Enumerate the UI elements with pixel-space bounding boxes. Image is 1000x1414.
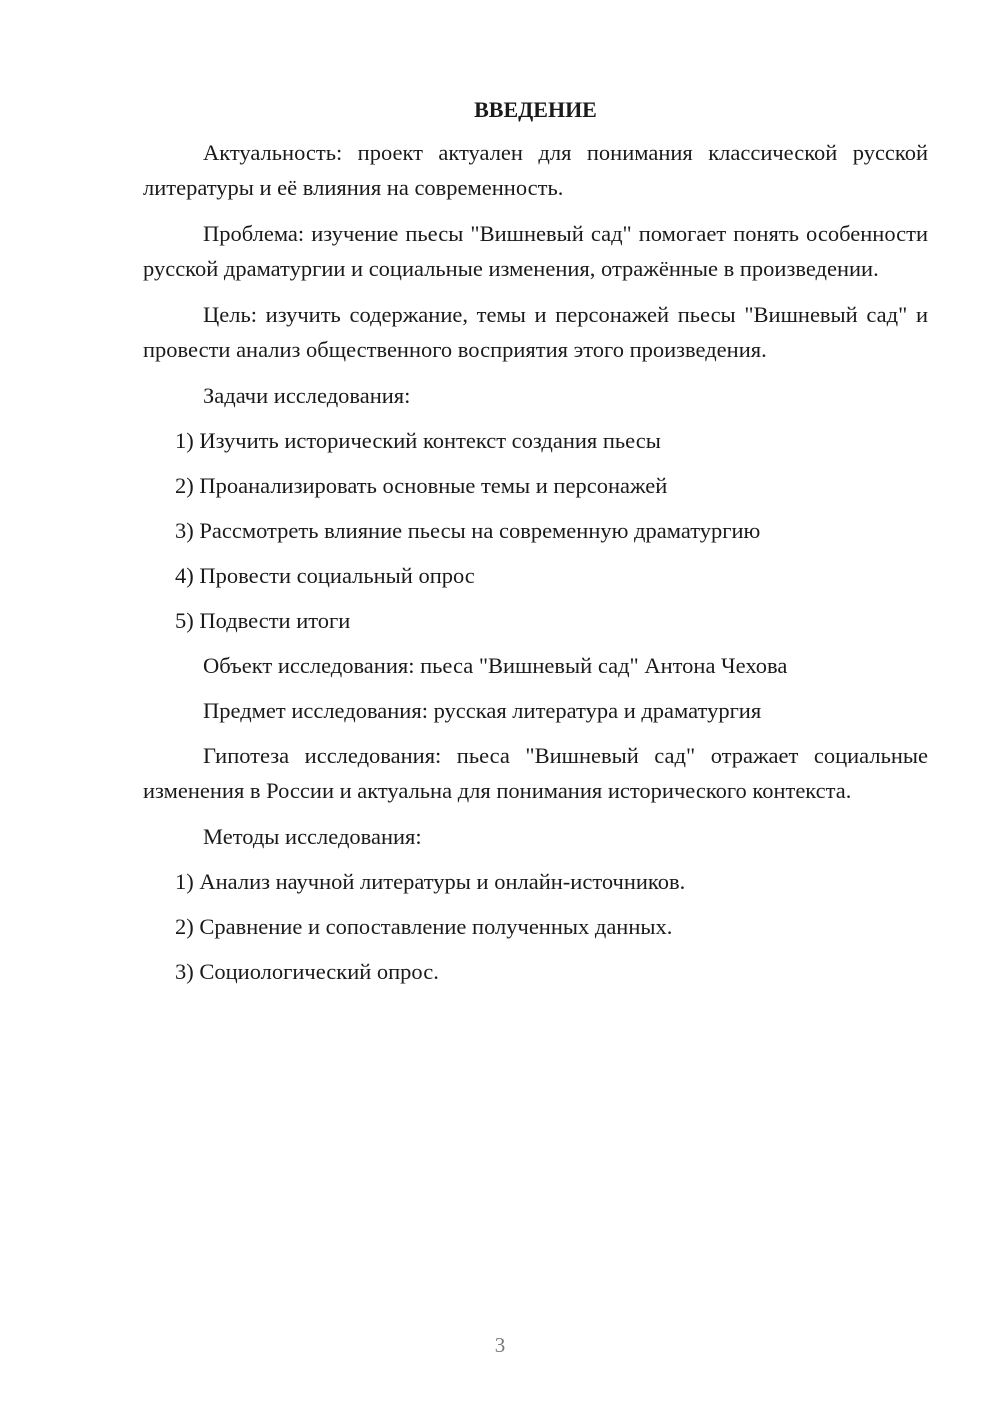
relevance-paragraph: Актуальность: проект актуален для понимания классической русской литературы и её влияния на современность. — [143, 140, 928, 200]
list-item: 1) Изучить исторический контекст создания пьесы — [175, 428, 661, 453]
list-item: 1) Анализ научной литературы и онлайн-источников. — [175, 869, 686, 894]
list-item: 3) Социологический опрос. — [175, 959, 439, 984]
methods-list — [143, 864, 928, 989]
document-title: ВВЕДЕНИЕ — [474, 97, 597, 122]
list-item: 3) Рассмотреть влияние пьесы на современную драматургию — [175, 518, 761, 543]
tasks-heading: Задачи исследования: — [203, 383, 411, 408]
tasks-list — [143, 423, 928, 638]
list-item: 5) Подвести итоги — [175, 608, 351, 633]
list-item: 4) Провести социальный опрос — [175, 563, 475, 588]
page-number: 3 — [494, 1333, 506, 1357]
list-item: 2) Проанализировать основные темы и персонажей — [175, 473, 668, 498]
list-item: 2) Сравнение и сопоставление полученных данных. — [175, 914, 673, 939]
goal-paragraph: Цель: изучить содержание, темы и персонажей пьесы "Вишневый сад" и провести анализ общественного восприятия этого произведения. — [143, 302, 928, 362]
subject-line: Предмет исследования: русская литература и драматургия — [203, 698, 762, 723]
document-page — [143, 95, 928, 999]
methods-heading: Методы исследования: — [203, 824, 422, 849]
problem-paragraph: Проблема: изучение пьесы "Вишневый сад" помогает понять особенности русской драматургии и социальные изменения, отражённые в произведении. — [143, 221, 928, 281]
object-line: Объект исследования: пьеса "Вишневый сад" Антона Чехова — [203, 653, 788, 678]
hypothesis-paragraph: Гипотеза исследования: пьеса "Вишневый сад" отражает социальные изменения в России и актуальна для понимания исторического контекста. — [143, 743, 928, 803]
